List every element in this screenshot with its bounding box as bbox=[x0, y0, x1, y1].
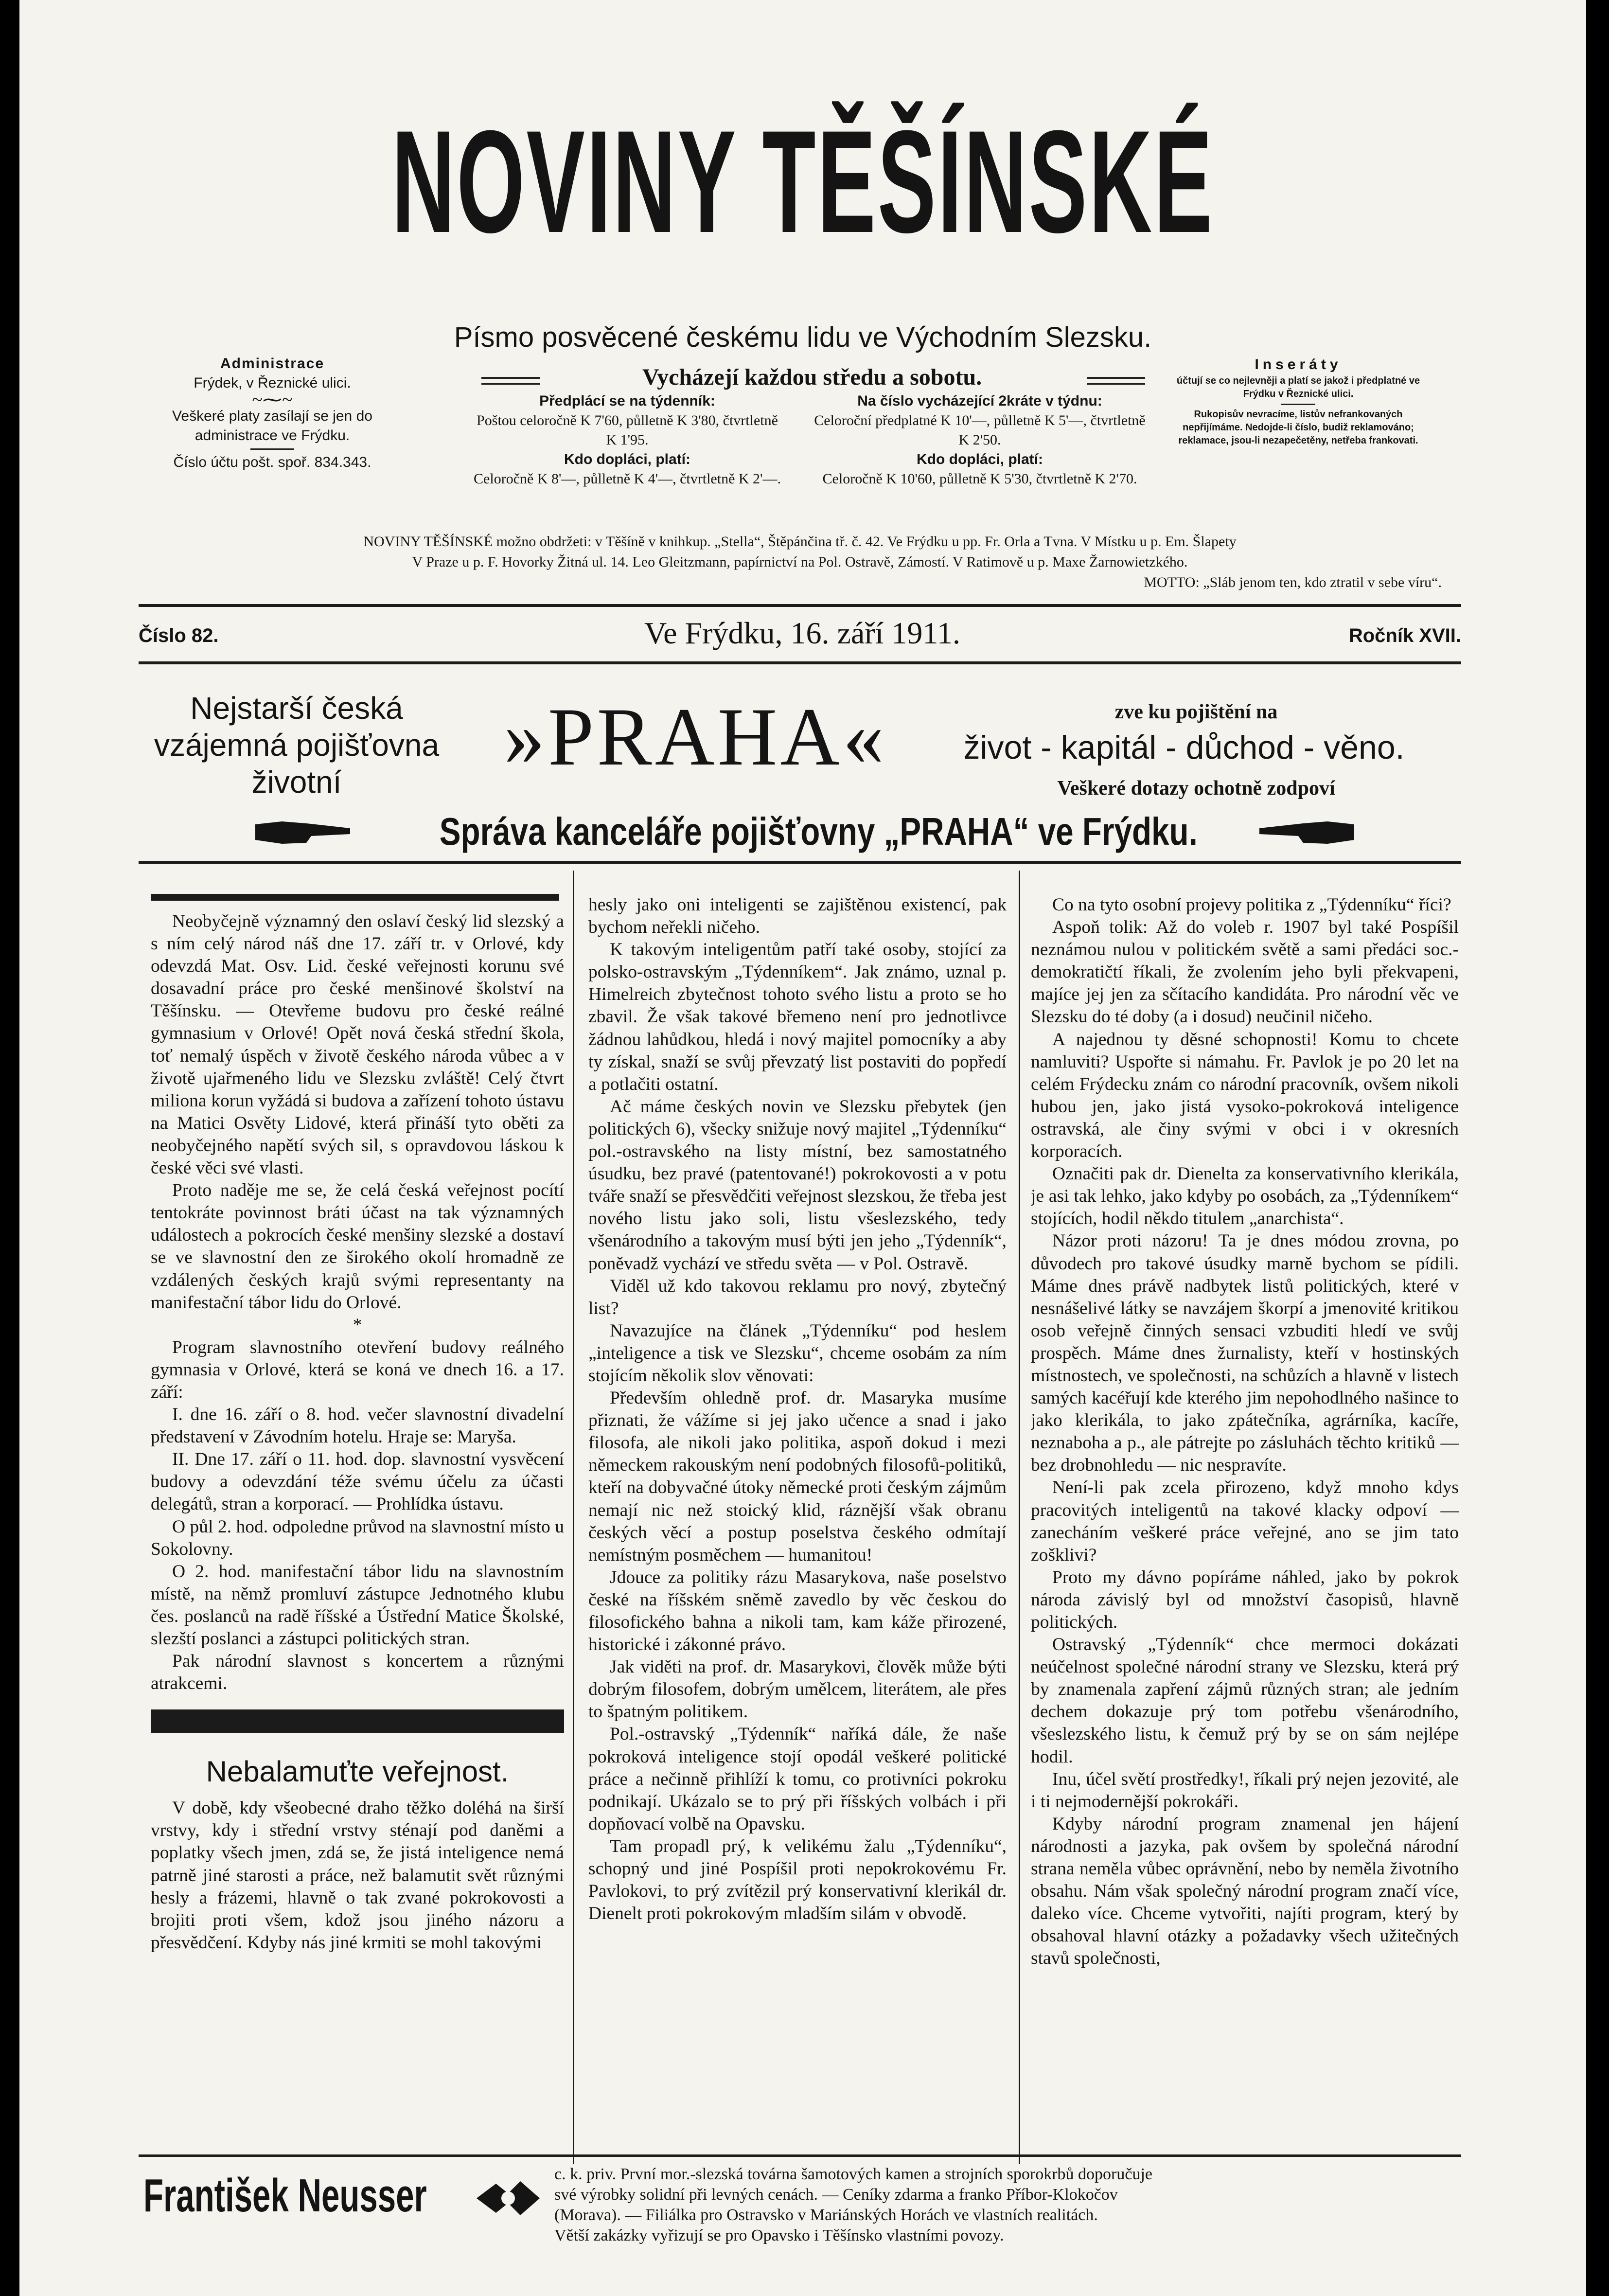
divider bbox=[250, 448, 294, 450]
distribution-block bbox=[139, 532, 1461, 593]
header-rule bbox=[139, 604, 1461, 607]
article-separator-bar bbox=[151, 1709, 564, 1733]
praha-ad-name: »PRAHA« bbox=[503, 691, 887, 783]
admin-block bbox=[151, 354, 394, 472]
article-paragraph: O půl 2. hod. odpoledne průvod na slavnostní místo u Sokolovny. bbox=[151, 1516, 564, 1559]
account-number: 834.343. bbox=[314, 454, 371, 470]
subscription-weekly-heading2: Kdo dopláci, platí: bbox=[564, 451, 690, 467]
article-paragraph: II. Dne 17. září o 11. hod. dop. slavnostní vysvěcení budovy a odevzdání téže svému účelu za účasti delegátů, stran a korporací. — Prohlídka ústavu. bbox=[151, 1449, 564, 1514]
publication-frequency: Vycházejí každou středu a sobotu. bbox=[642, 364, 982, 390]
article-top-bar bbox=[151, 894, 559, 901]
article-paragraph: K takovým inteligentům patří také osoby, stojící za polsko-ostravským „Týdenníkem“. Jak známo, uznal p. Himelreich zbytečnost tohoto svého listu a proto se ho zbavil. Že však takové břemeno není pro jednotlivce žádnou lahůdkou, hledá i nový majitel pomocníky a aby ty získal, snaží se svůj převzatý list postaviti do popředí a potlačiti ostatní. bbox=[588, 940, 1007, 1094]
subscription-twice bbox=[810, 392, 1150, 489]
dateline-rule bbox=[139, 661, 1461, 664]
dateline-date: Ve Frýdku, 16. září 1911. bbox=[644, 616, 960, 650]
neusser-ad-text bbox=[554, 2164, 1439, 2246]
article-paragraph: hesly jako oni inteligenti se zajištěnou existencí, pak bychom neřekli ničeho. bbox=[588, 895, 1007, 938]
article-paragraph: O 2. hod. manifestační tábor lidu na slavnostním místě, na němž promluví zástupce Jednotného klubu čes. poslanců na radě říšské a Ústřední Matice Školské, slezští poslanci a zástupci politických stran. bbox=[151, 1561, 564, 1649]
volume-number: Ročník XVII. bbox=[1348, 625, 1461, 646]
neusser-ad-line: Větší zakázky vyřizují se pro Opavsko i Těšínsko vlastními povozy. bbox=[554, 2226, 1004, 2244]
inserts-block bbox=[1167, 355, 1430, 447]
article-paragraph: I. dne 16. září o 8. hod. večer slavnostní divadelní představení v Závodním hotelu. Hraje se: Maryša. bbox=[151, 1405, 564, 1447]
footer-rule bbox=[139, 2154, 1461, 2157]
account-label: Číslo účtu pošt. spoř. bbox=[173, 454, 311, 470]
article-paragraph: Kdyby národní program znamenal jen hájení národnosti a jazyka, pak ovšem by společná národní strana neměla vůbec oprávnění, nebo by neměla životního obsahu. Nám však společný národní program značí více, daleko více. Chceme vytvořiti, najíti program, který by obsahoval hlavní otázky a požadavky všech užitečných stavů společnosti, bbox=[1031, 1814, 1459, 1969]
article-paragraph: Tam propadl prý, k velikému žalu „Týdenníku“, schopný und jiné Pospíšil proti nepokrokovému Fr. Pavlokovi, to prý zvítězil prý konservativní klerikál dr. Dienelt proti pokrokovým mladším silám v obvodě. bbox=[588, 1836, 1007, 1924]
article-paragraph: Především ohledně prof. dr. Masaryka musíme přiznati, že vážíme si jej jako učence a snad i jako filosofa, ale nikoli jako politika, aspoň dokud i mezi německem rakouským není podobných filosofů-politiků, kteří na dobyvačné útoky německé proti českým zájmům nemají nic než stoický klid, ráznější však obranu českých věcí a postup poselstva českého odmítají nemístným posměchem — humanitou! bbox=[588, 1388, 1007, 1565]
section-asterisk: * bbox=[353, 1315, 362, 1335]
praha-ad-left: Nejstarší česká vzájemná pojišťovna životní bbox=[154, 691, 440, 800]
neusser-ad-line: (Morava). — Filiálka pro Ostravsko v Mariánských Horách ve vlastních realitách. bbox=[554, 2206, 1098, 2224]
subscription-twice-heading2: Kdo dopláci, platí: bbox=[917, 451, 1043, 467]
article-paragraph: Ostravský „Týdenník“ chce mermoci dokázati neúčelnost společné národní strany ve Slezsku, která prý by znamenala zapření zájmů různých stran; ale jedním dechem dokazuje prý tom potřebu všenárodního, všeslezského listu, k čemuž prý by se on sám nejlépe hodil. bbox=[1031, 1635, 1459, 1767]
distribution-line1: NOVINY TĚŠÍNSKÉ možno obdržeti: v Těšíně v knihkup. „Stella“, Štěpánčina tř. č. 42. Ve Frýdku u pp. Fr. Orla a Tvna. V Místku u p. Em. Šlapety bbox=[363, 534, 1237, 550]
ad-rule bbox=[139, 861, 1461, 864]
article-paragraph: Jdouce za politiky rázu Masarykova, naše poselstvo české na říšském sněmě zavedlo by věc českou do filosofického bahna a nikoli tam, kam káže přirozené, historické i zákonné právo. bbox=[588, 1567, 1007, 1655]
article-paragraph: Není-li pak zcela přirozeno, když mnoho kdys pracovitých inteligentů na takové klacky odpoví — zanecháním veškeré práce veřejné, ano se jim tato zošklivi? bbox=[1031, 1477, 1459, 1565]
article-paragraph: Označiti pak dr. Dienelta za konservativního klerikála, je asi tak lehko, jako kdyby po osobách, za „Týdenníkem“ stojících, hodil někdo titulem „anarchista“. bbox=[1031, 1164, 1459, 1229]
newspaper-page bbox=[19, 0, 1586, 2296]
admin-payments: Veškeré platy zasílají se jen do administrace ve Frýdku. bbox=[172, 408, 372, 444]
article-paragraph: Ač máme českých novin ve Slezsku přebytek (jen politických 6), všecky snižuje nový majitel „Týdenníku“ pol.-ostravského na listy místní, bez samostatného úsudku, bez pravé (patentované!) pokrokovosti a v potu tváře snaží se přesvědčiti veřejnost slezskou, že třeba jest nového listu jako soli, listu všeslezského, tedy všenárodního a takovým musí býti jen jeho „Týdenník“, poněvadž vychází ve středu světa — v Pol. Ostravě. bbox=[588, 1096, 1007, 1274]
pointing-hand-icon bbox=[1255, 815, 1357, 849]
article-paragraph: Navazujíce na článek „Týdenníku“ pod heslem „inteligence a tisk ve Slezsku“, chceme osobám za ním stojícím několik slov věnovati: bbox=[588, 1320, 1007, 1386]
admin-address: Frýdek, v Řeznické ulici. bbox=[194, 375, 351, 391]
page-motto: MOTTO: „Sláb jenom ten, kdo ztratil v sebe víru“. bbox=[1144, 574, 1442, 590]
article-paragraph: Viděl už kdo takovou reklamu pro nový, zbytečný list? bbox=[588, 1276, 1007, 1318]
praha-ad-right-bottom: Veškeré dotazy ochotně zodpoví bbox=[1057, 777, 1335, 800]
inserts-body1: účtují se co nejlevněji a platí se jakož i předplatné ve Frýdku v Řeznické ulici. bbox=[1176, 375, 1420, 399]
neusser-ad-line: své výrobky solidní při levných cenách. — Ceníky zdarma a franko Příbor-Klokočov bbox=[554, 2186, 1118, 2204]
article-paragraph: A najednou ty děsné schopnosti! Komu to chcete namluviti? Uspořte si námahu. Fr. Pavlok je po 20 let na celém Frýdecku znám co národní pracovník, ovšem nikoli hubou jen, jako jistá vysoko-pokroková inteligence ostravská, ale činy svými v obci i v okresních korporacích. bbox=[1031, 1029, 1459, 1162]
masthead-title: NOVINY TĚŠÍNSKÉ bbox=[391, 100, 1214, 263]
inserts-heading: Inseráty bbox=[1255, 356, 1342, 373]
article-paragraph: Pak národní slavnost s koncertem a různými atrakcemi. bbox=[151, 1651, 564, 1694]
article-paragraph: Inu, účel světí prostředky!, říkali prý nejen jezovité, ale i ti nejmodernější pokrokáři. bbox=[1031, 1769, 1459, 1812]
article-paragraph: V době, kdy všeobecné draho těžko doléhá na širší vrstvy, kdy i střední vrstvy sténají pod daněmi a poplatky všech jmen, zdá se, že jistá inteligence nemá patrně jiné starosti a práce, než balamutit svět různými hesly a frázemi, hlavně o tak zvané pokrokovosti a brojiti proti všem, kdož jsou jiného názoru a přesvědčení. Kdyby nás jiné krmiti se mohl takovými bbox=[151, 1798, 564, 1953]
column-separator bbox=[1019, 871, 1020, 2164]
ornament: ~⁓~ bbox=[252, 389, 293, 410]
neusser-ad-line: c. k. priv. První mor.-slezská továrna šamotových kamen a strojních sporokrbů doporučuje bbox=[554, 2165, 1153, 2183]
divider bbox=[1281, 404, 1315, 405]
subscription-weekly bbox=[472, 392, 783, 489]
praha-ad-right-top: zve ku pojištění na bbox=[1114, 701, 1278, 723]
subscription-twice-heading: Na číslo vycházející 2kráte v týdnu: bbox=[857, 393, 1102, 409]
praha-ad-footer: Správa kanceláře pojišťovny „PRAHA“ ve Frýdku. bbox=[439, 810, 1198, 853]
article-paragraph: Jak viděti na prof. dr. Masarykovi, člověk může býti dobrým filosofem, dobrým umělcem, literátem, ale přes to špatným politikem. bbox=[588, 1657, 1007, 1722]
article-paragraph: Neobyčejně významný den oslaví český lid slezský a s ním celý národ náš dne 17. září tr. v Orlové, kdy odevzdá Mat. Osv. Lid. české veřejnosti korunu své dosavadní práce pro české menšinové školství na Těšínsku. — Otevřeme budovu pro české reálné gymnasium v Orlové! Opět nová česká střední škola, toť nemalý úspěch v životě českého národa vůbec a v životě ujařmeného lidu ve Slezsku zvláště! Celý čtvrt miliona korun vyžádá si budova a zařízení tohoto ústavu na Matici Osvěty Lidové, která přináší tyto oběti za neobyčejného napětí svých sil, s opravdovou láskou k české věci své vlasti. bbox=[151, 911, 564, 1178]
article-paragraph: Co na tyto osobní projevy politika z „Týdenníku“ říci? bbox=[1052, 895, 1451, 915]
article-column-1 bbox=[151, 910, 564, 2155]
article-paragraph: Proto my dávno popíráme náhled, jako by pokrok národa závislý byl od množství časopisů, hlavně politických. bbox=[1031, 1567, 1459, 1632]
subscription-twice-pay: Celoročně K 10'60, půlletně K 5'30, čtvrtletně K 2'70. bbox=[822, 471, 1137, 487]
article-column-2 bbox=[588, 894, 1007, 2149]
article-column-3 bbox=[1031, 894, 1459, 2149]
article-headline: Nebalamuťte veřejnost. bbox=[206, 1755, 509, 1788]
admin-heading: Administrace bbox=[220, 356, 325, 372]
praha-ad-right-main: život - kapitál - důchod - věno. bbox=[963, 729, 1405, 766]
column-separator bbox=[573, 871, 574, 2164]
article-paragraph: Aspoň tolik: Až do voleb r. 1907 byl také Pospíšil neznámou nulou v politickém světě a sami předáci soc.-demokratičtí říkali, že zvolením jeho byli překvapeni, majíce jej jen za sčítacího kandidáta. Pro národní věc ve Slezsku do té doby (a i dosud) neučinil ničeho. bbox=[1031, 917, 1459, 1027]
subscription-weekly-pay: Celoročně K 8'—, půlletně K 4'—, čtvrtletně K 2'—. bbox=[474, 471, 781, 487]
masthead-motto: Písmo posvěcené českému lidu ve Východním Slezsku. bbox=[454, 321, 1152, 353]
distribution-line2: V Praze u p. F. Hovorky Žitná ul. 14. Leo Gleitzmann, papírnictví na Pol. Ostravě, Zámostí. V Ratimově u p. Maxe Žarnowietzkého. bbox=[412, 554, 1188, 570]
decorative-double-rule bbox=[1087, 377, 1145, 385]
subscription-twice-post: Celoroční předplatné K 10'—, půlletně K 5'—, čtvrtletně K 2'50. bbox=[814, 412, 1146, 448]
article-paragraph: Program slavnostního otevření budovy reálného gymnasia v Orlové, která se koná ve dnech 16. a 17. září: bbox=[151, 1337, 564, 1402]
subscription-weekly-heading: Předplácí se na týdenník: bbox=[539, 393, 715, 409]
neusser-ad-name: František Neusser bbox=[143, 2170, 427, 2222]
article-paragraph: Proto naděje me se, že celá česká veřejnost pocítí tentokráte povinnost bráti účast na tak významných událostech a pokrocích české menšiny slezské a dostaví se ve slavnostní den ze širokého okolí hromadně ze vzdálených českých krajů svými representanty na manifestační tábor lidu do Orlové. bbox=[151, 1180, 564, 1313]
stove-emblem-icon bbox=[472, 2174, 545, 2223]
inserts-body2: Rukopisův nevracíme, listův nefrankovaných nepřijímáme. Nedojde-li číslo, budiž reklamováno; reklamace, jsou-li nezapečetěny, netřeba frankovati. bbox=[1178, 409, 1418, 446]
subscription-weekly-post: Poštou celoročně K 7'60, půlletně K 3'80, čtvrtletně K 1'95. bbox=[477, 412, 778, 448]
pointing-hand-icon bbox=[253, 815, 355, 849]
issue-number: Číslo 82. bbox=[139, 625, 219, 646]
article-paragraph: Názor proti názoru! Ta je dnes módou zrovna, po důvodech pro takové úsudky marně bychom se pídili. Máme dnes právě nadbytek listů politických, které v nesnášelivé látky se navzájem škorpí a jmenovité kritikou osob veřejně činných sensaci vzbuditi hledí ve svůj prospěch. Máme dnes žurnalisty, kteří v hostinských místnostech, ve společnosti, na schůzích a hlavně v listech samých kacéřují kde kterého jim nepohodlného našince to jako klerikála, to jako zpátečníka, agrárníka, kacíře, neznaboha a p., ale pátrejte po zásluhách těchto kritiků — bez drobnohledu — nic nespravíte. bbox=[1031, 1231, 1459, 1476]
article-paragraph: Pol.-ostravský „Týdenník“ naříká dále, že naše pokroková inteligence stojí opodál veškeré politické práce a nečinně přihlíží k tomu, co protivníci pokroku podnikají. Ukázalo se to prý při říšských volbách i při dopňovací volbě na Opavsku. bbox=[588, 1724, 1007, 1834]
